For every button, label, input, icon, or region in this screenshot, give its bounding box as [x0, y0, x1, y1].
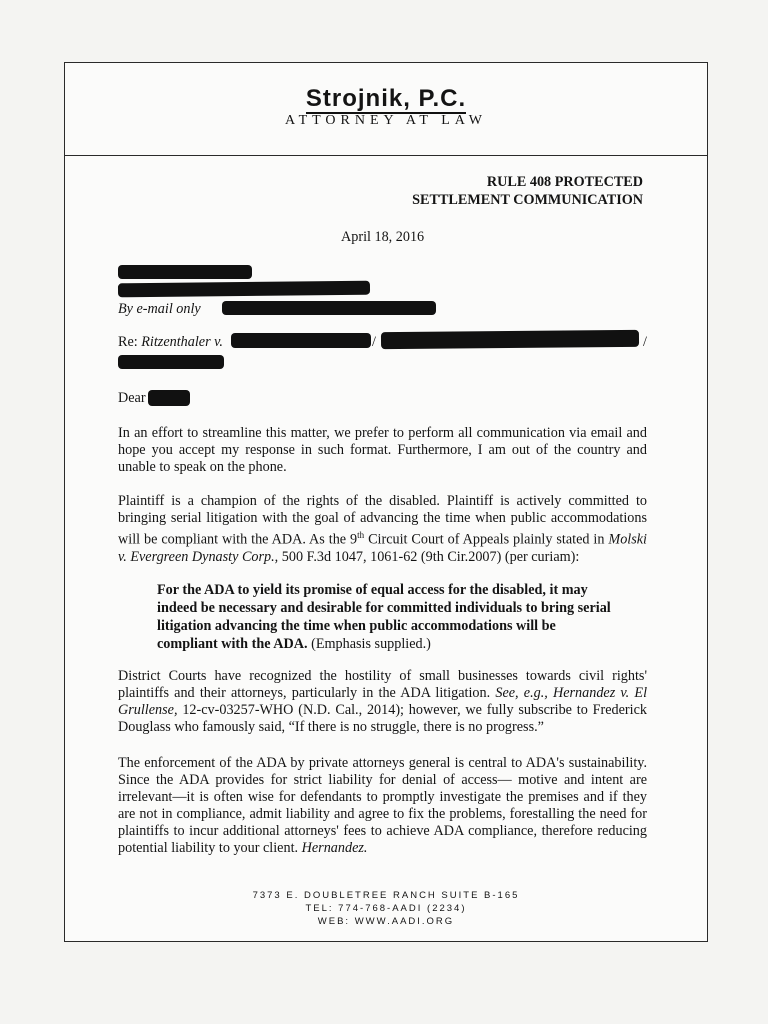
rule-408-notice: RULE 408 PROTECTED SETTLEMENT COMMUNICATION — [412, 174, 643, 208]
redaction-recipient-2 — [118, 281, 370, 298]
salutation: Dear — [118, 390, 146, 406]
footer-telephone: TEL: 774-768-AADI (2234) — [305, 903, 467, 914]
paragraph-3: District Courts have recognized the hostility of small businesses towards civil rights' plaintiffs and their attorneys, particularly in the ADA litigation. See, e.g., Hernandez v. El Grullense, 12-cv-03257-WHO (N.D. Cal., 2014); however, we fully subscribe to Frederick Douglass who famously said, “If there is no struggle, there is no progress.” — [118, 668, 648, 735]
redaction-email — [222, 301, 436, 315]
footer-address: 7373 E. DOUBLETREE RANCH SUITE B-165 — [252, 890, 520, 901]
paragraph-1: In an effort to streamline this matter, we prefer to perform all communication via email and hope you accept my response in such format. Furthermore, I am out of the country and unable to speak on the phone. — [118, 425, 647, 475]
block-quote: For the ADA to yield its promise of equal access for the disabled, it may indeed be necessary and desirable for committed individuals to bring serial litigation advancing the time when public accommodations will be compliant with the ADA. (Emphasis supplied.) — [157, 582, 611, 652]
redaction-case-number — [118, 355, 224, 369]
re-line: Re: Ritzenthaler v. — [118, 334, 223, 350]
re-slash-2: / — [643, 334, 647, 350]
re-slash-1: / — [372, 334, 376, 350]
footer-website: WEB: WWW.AADI.ORG — [317, 916, 455, 927]
letter-page — [64, 62, 708, 942]
letterhead — [65, 63, 707, 155]
letter-date: April 18, 2016 — [341, 229, 425, 245]
redaction-salutation-name — [148, 390, 190, 406]
redaction-defendant-2 — [381, 330, 639, 349]
paragraph-2: Plaintiff is a champion of the rights of the disabled. Plaintiff is actively committed to bringing serial litigation with the goal of advancing the time when public accommodations will be compliant with the ADA. As the 9th Circuit Court of Appeals plainly stated in Molski v. Evergreen Dynasty Corp., 500 F.3d 1047, 1061-62 (9th Cir.2007) (per curiam): — [118, 493, 647, 565]
redaction-recipient-1 — [118, 265, 252, 279]
firm-subtitle: ATTORNEY AT LAW — [285, 113, 487, 128]
letterhead-footer — [65, 889, 707, 928]
email-line: By e-mail only — [118, 301, 201, 317]
redaction-defendant-1 — [231, 333, 371, 348]
paragraph-4: The enforcement of the ADA by private attorneys general is central to ADA's sustainability. Since the ADA provides for strict liability for denial of access— motive and intent are irrelevant—it is often wise for defendants to promptly investigate the premises and if they are not in compliance, admit liability and agree to fix the problems, forestalling the need for plaintiffs to incur additional attorneys' fees to achieve ADA compliance, therefore reducing potential liability to your client. Hernandez. — [118, 755, 647, 856]
firm-name: Strojnik, P.C. — [305, 85, 467, 112]
letterhead-divider — [65, 155, 707, 156]
